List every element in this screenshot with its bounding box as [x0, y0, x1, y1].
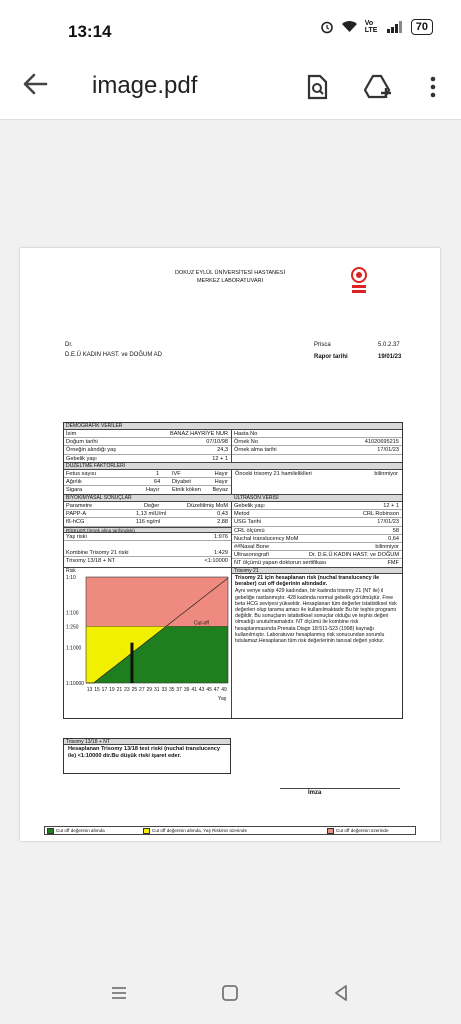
legend-swatch-yellow: [143, 828, 150, 834]
save-to-drive-icon[interactable]: [362, 70, 396, 104]
x-tick-label: 41: [191, 687, 197, 693]
previous-trisomy-value: bilinmiyor: [374, 471, 398, 477]
x-tick-label: 43: [198, 687, 205, 693]
bio-us-section: [64, 502, 402, 568]
x-tick-label: 35: [168, 687, 175, 693]
y-tick-label: 1:10: [66, 575, 76, 581]
report-date: 19/01/23: [378, 354, 402, 360]
x-tick-label: 21: [116, 687, 123, 693]
home-icon[interactable]: [221, 984, 239, 1008]
document-title: image.pdf: [92, 72, 198, 99]
corr-row: Sigara Hayır Etnik köken Beyaz: [66, 487, 228, 494]
us-row: Nuchal translucency MoM 0,64: [232, 535, 402, 543]
demographics-header: DEMOGRAFİK VERİLER: [64, 423, 402, 430]
y-tick-label: 1:100: [66, 610, 79, 617]
legend-label: Cut off değerinin altında: [56, 828, 105, 833]
turkak-logo: [350, 266, 368, 296]
demo-row: Örneğin alındığı yaş 24,3: [64, 446, 231, 454]
bio-col-header-row: Parametre Değer Düzeltilmiş MoM: [64, 502, 231, 510]
wifi-icon: [342, 21, 357, 33]
trisomy21-explanation: Aynı veriye sahip 429 kadından, bir kadında trisomy 21 (NT ile) il gebeliğe rastlanmıştır. 428 kadında normal gebelik görülmüştür. Free beta HCG seviyesi yüksektir. Hesaplanan tüm değerler istatistiksel risk değerleri olup tarama amacı ile kullanılmaktadır Bu bir teşhis programı değildir. Bu sonuçların istatistiksel sonuçlar olduğu ve teşhis değeri olmadığı unutulmamalıdır. NT ölçümü ile kombine risk hesaplanmasında Prenata Diagn 18:511-523 (1998) kaynağı kullanılmıştır. Laboratuvar hesaplanmış risk sonucundan sorumlu tutulamaz.Hesaplanan tüm risk değerlerinin tanısal değeri yoktur.: [235, 588, 397, 645]
corr-row: Fetus sayısı 1 IVF Hayır: [64, 470, 231, 478]
correction-factors-section: [64, 470, 402, 495]
us-row: USG Tarihi 17/01/23: [232, 518, 402, 526]
volte-label: Vo LTE: [364, 20, 378, 34]
us-row: CRL ölçümü 58: [232, 527, 402, 535]
trisomy1318-header: Trisomy 13/18 + NT: [64, 739, 230, 745]
bio-us-headers: [64, 495, 402, 502]
x-tick-label: 25: [131, 687, 138, 693]
legend: [44, 826, 416, 835]
risk-row: Yaş riski 1:976: [64, 533, 231, 541]
bio-row: fß-hCG 116 ng/ml 2,88: [64, 518, 231, 526]
us-row: Metod CRL Robinson: [232, 510, 402, 518]
previous-trisomy-label: Önceki trisomy 21 hamileliklleri: [235, 471, 312, 477]
trisomy1318-box: [63, 738, 231, 774]
prisca-version: 5.0.2.37: [378, 342, 400, 348]
legend-label: Cut off değerinin altında, Yaş Riskinin üzerinde: [152, 828, 247, 833]
pdf-page: [20, 248, 440, 841]
x-tick-label: 47: [213, 687, 220, 693]
alarm-icon: [320, 20, 334, 34]
x-tick-label: 49: [221, 687, 227, 693]
legend-label: Cut off değerinin üzerinde: [336, 828, 389, 833]
legend-swatch-red: [327, 828, 334, 834]
y-tick-label: 1:10000: [66, 681, 85, 687]
demo-row: Hasta No: [232, 430, 402, 438]
demo-row: Örnek alma tarihi 17/01/23: [232, 446, 402, 454]
y-tick-label: 1:1000: [66, 645, 82, 652]
chart-title: Risk: [66, 568, 76, 574]
risk-chart: [64, 573, 232, 713]
demo-row: Doğum tarihi 07/10/98: [64, 438, 231, 446]
risks-header: RİSKLER (örnek alma tarihindeki): [64, 527, 231, 533]
x-tick-label: 23: [124, 687, 130, 693]
risk-row: Trisomy 13/18 + NT <1:10000: [66, 557, 228, 564]
system-navigation-bar: [0, 966, 461, 1024]
prisca-label: Prisca: [314, 342, 331, 348]
status-bar: [0, 0, 461, 56]
us-row: ##Nasal Bone bilinmiyor: [232, 543, 402, 551]
x-tick-label: 31: [154, 687, 160, 693]
trisomy21-summary: Trisomy 21 için hesaplanan risk (nuchal translucency ile beraber) cut off değerinin altındadır.: [235, 575, 380, 588]
signature-line: [280, 788, 400, 789]
y-tick-label: 1:250: [66, 624, 79, 631]
lab-name: MERKEZ LABORATUVARI: [196, 278, 264, 284]
back-arrow-icon[interactable]: [22, 71, 48, 102]
x-axis-label: Yaş: [218, 696, 227, 702]
status-icons: [320, 19, 433, 35]
x-tick-label: 15: [94, 687, 100, 693]
x-tick-label: 39: [183, 687, 190, 693]
x-tick-label: 33: [161, 687, 168, 693]
bio-row: PAPP-A 1,13 mIU/ml 0,43: [64, 510, 231, 518]
demo-row: Gebelik yaşı 12 + 1: [66, 455, 228, 462]
demo-row: Örnek No 41020695215: [232, 438, 402, 446]
x-tick-label: 17: [101, 687, 108, 693]
chart-and-interpretation: [64, 568, 402, 718]
risk-row: Kombine Trisomy 21 riski 1:429: [64, 549, 231, 557]
back-nav-icon[interactable]: [332, 984, 350, 1008]
us-row: NT ölçümü yapan doktorun sertifikası FMF: [234, 560, 399, 567]
search-in-document-icon[interactable]: [300, 70, 334, 104]
signal-icon: [387, 21, 403, 33]
x-tick-label: 27: [139, 687, 145, 693]
x-tick-label: 13: [86, 687, 93, 693]
patient-marker: [130, 643, 133, 683]
x-tick-label: 29: [146, 687, 153, 693]
ultrasound-header: ULTRASON VERİSİ: [234, 495, 279, 501]
dr-label: Dr.: [65, 342, 73, 348]
us-row: Ultrasonografi Dr. D.E.Ü KADIN HAST. ve DOĞUM: [232, 551, 402, 559]
demographics-section: [64, 430, 402, 463]
hospital-name: DOKUZ EYLÜL ÜNİVERSİTESİ HASTANESİ: [174, 270, 286, 276]
us-row: Gebelik yaşı 12 + 1: [232, 502, 402, 510]
correction-factors-header: DÜZELTME FAKTÖRLERİ: [64, 463, 402, 470]
recent-apps-icon[interactable]: [110, 984, 128, 1008]
corr-row: Ağırlık 64 Diyabet Hayır: [64, 478, 231, 486]
demo-row: İsim BANAZ HAYRİYE NUR: [64, 430, 231, 438]
x-tick-label: 45: [206, 687, 212, 693]
biochem-header: BİYOKİMYASAL SONUÇLAR: [66, 495, 132, 501]
status-time: 13:14: [68, 22, 112, 41]
x-tick-label: 19: [109, 687, 115, 693]
x-tick-label: 37: [176, 687, 182, 693]
legend-swatch-green: [47, 828, 54, 834]
cutoff-label: Cut-off: [194, 620, 209, 627]
battery-icon: 70: [411, 19, 433, 35]
trisomy1318-text: Hesaplanan Trisomy 13/18 test riski (nuchal translucency ile) <1:10000 dir.Bu düşük riski işaret eder.: [68, 746, 221, 759]
report-table: [63, 422, 403, 719]
department: D.E.Ü KADIN HAST. ve DOĞUM AD: [65, 352, 163, 358]
trisomy21-header: Trisomy 21: [232, 568, 402, 574]
app-bar: [0, 56, 461, 120]
more-options-icon[interactable]: [416, 70, 450, 104]
above-cutoff-zone: [86, 577, 228, 626]
signature-label: İmza: [308, 790, 322, 796]
report-date-label: Rapor tarihi: [314, 354, 348, 360]
